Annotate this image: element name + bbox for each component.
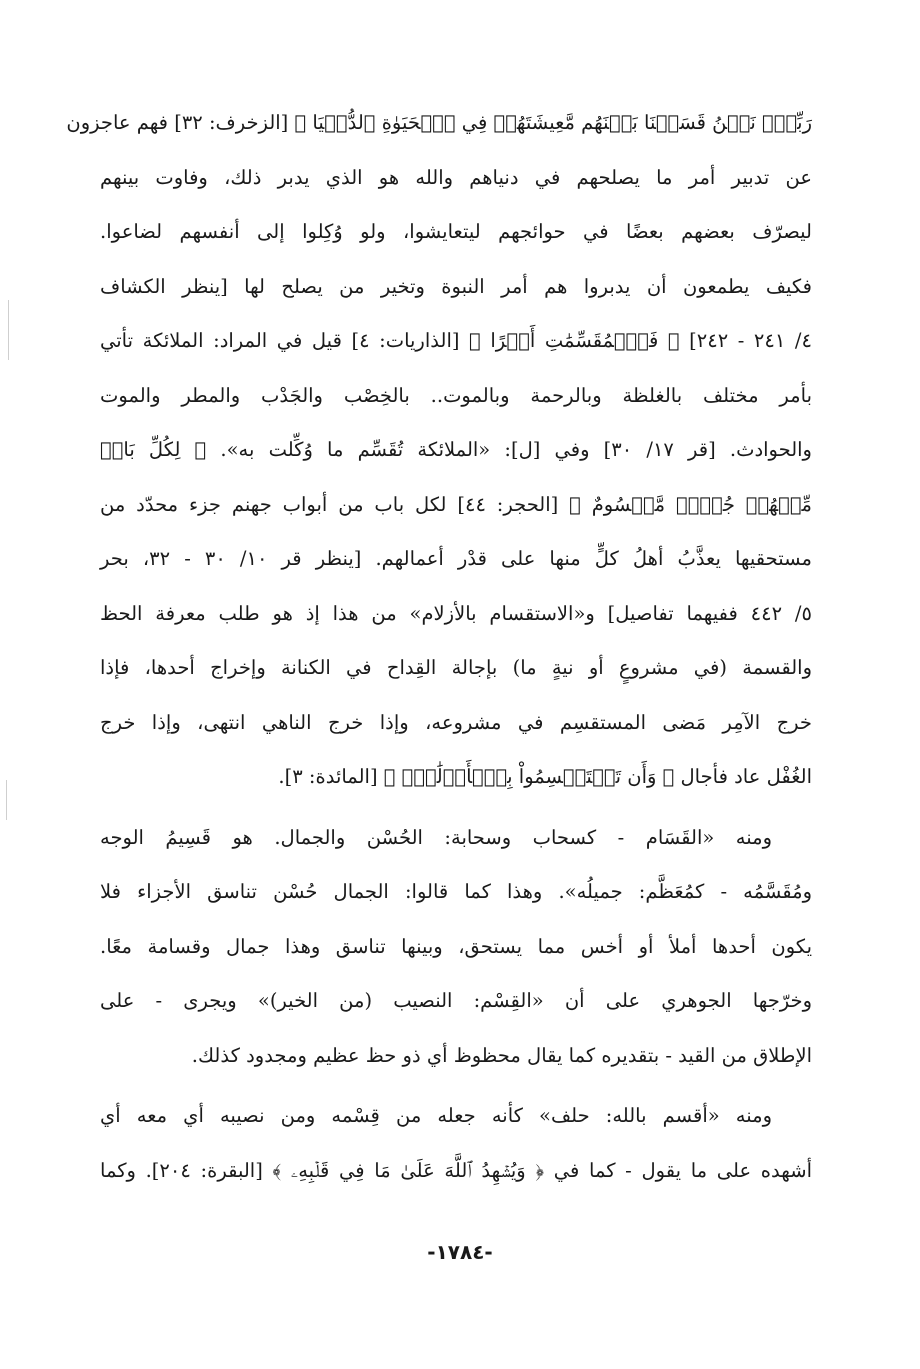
text-line: والحوادث. [قر ١٧/ ٣٠] وفي [ل]: «الملائكة تُقَسِّم ما وُكِّلت به». ﴿ لِكُلِّ بَابٖ [100,438,812,461]
paragraph-3 [100,1089,812,1198]
text-line: فكيف يطمعون أن يدبروا هم أمر النبوة وتخير من يصلح لها [ينظر الكشاف [100,274,812,298]
left-edge-mark-lower [6,780,7,820]
text-line: مِّنۡهُمۡ جُزۡءٞ مَّقۡسُومٌ ﴾ [الحجر: ٤٤] لكل باب من أبواب جهنم جزء محدّد من [100,492,812,516]
text-line: ٥/ ٤٤٢ ففيهما تفاصيل] و«الاستقسام بالأزلام» من هذا إذ هو طلب معرفة الحظ [100,601,812,625]
text-line: خرج الآمِر مَضى المستقسِم في مشروعه، وإذا خرج الناهي انتهى، وإذا خرج [100,710,812,734]
text-line: عن تدبير أمر ما يصلحهم في دنياهم والله هو الذي يدبر ذلك، وفاوت بينهم [100,165,812,189]
body-text [66,96,813,1198]
text-line: ومنه «القَسَام - كسحاب وسحابة: الحُسْن والجمال. هو قَسِيمُ الوجه [100,825,772,849]
page-number: -١٧٨٤- [427,1240,493,1264]
text-line: وخرّجها الجوهري على أن «القِسْم: النصيب (من الخير)» ويجرى - على [100,989,812,1012]
text-line: ليصرّف بعضهم بعضًا في حوائجهم ليتعايشوا، ولو وُكِلوا إلى أنفسهم لضاعوا. [100,220,812,243]
text-line: مستحقيها يعذَّبُ أهلُ كلٍّ منها على قدْر أعمالهم. [ينظر قر ١٠/ ٣٠ - ٣٢، بحر [100,547,812,570]
text-line: أشهده على ما يقول - كما في ﴿ وَيُشۡهِدُ ٱللَّهَ عَلَىٰ مَا فِي قَلۡبِهِۦ ﴾ [البقرة: ٢٠٤]. وكما [100,1158,813,1182]
paragraph-2 [100,811,812,1084]
text-line: والقسمة (في مشروعٍ أو نيةٍ ما) بإجالة القِداح في الكنانة وإخراج أحدها، فإذا [100,656,812,679]
text-line: بأمر مختلف بالغلظة وبالرحمة وبالموت.. بالخِصْب والجَدْب والمطر والموت [100,383,812,407]
paragraph-1 [66,96,812,805]
text-line: ومُقَسَّمُه - كمُعَظَّم: جميلُه». وهذا كما قالوا: الجمال حُسْن تناسق الأجزاء فلا [100,880,812,903]
text-line: رَبِّكَۚ نَحۡنُ قَسَمۡنَا بَيۡنَهُم مَّعِيشَتَهُمۡ فِي ٱلۡحَيَوٰةِ ٱلدُّنۡيَا ﴾ [الزخرف: ٣٢] فهم عاجزون [66,111,812,134]
text-line: الغُفْل عاد فأجال ﴿ وَأَن تَسۡتَقۡسِمُواْ بِٱلۡأَزۡلَٰمِۚ ﴾ [المائدة: ٣]. [278,765,812,788]
text-line: ومنه «أقسم بالله: حلف» كأنه جعله من قِسْمه ومن نصيبه أي معه أي [100,1104,772,1127]
text-line: يكون أحدها أملأ أو أخس مما يستحق، وبينها تناسق وهذا جمال وقسامة معًا. [100,934,812,958]
left-edge-mark [8,300,9,360]
text-line: ٤/ ٢٤١ - ٢٤٢] ﴿ فَٱلۡمُقَسِّمَٰتِ أَمۡرًا ﴾ [الذاريات: ٤] قيل في المراد: الملائكة تأتي [100,329,812,352]
text-line: الإطلاق من القيد - بتقديره كما يقال محظوظ أي ذو حظ عظيم ومجدود كذلك. [191,1043,812,1067]
